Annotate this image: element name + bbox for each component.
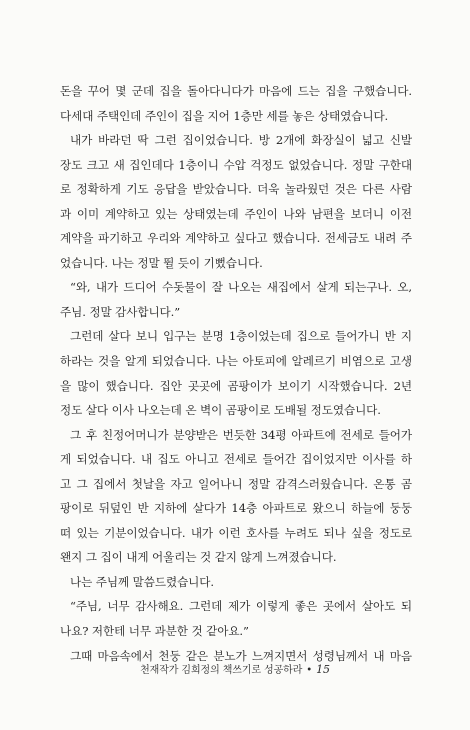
body-text [60, 79, 412, 668]
text-line: 팡이로 뒤덮인 반 지하에 살다가 14층 아파트로 왔으니 하늘에 둥둥 [60, 501, 412, 516]
text-line: 고 그 집에서 첫날을 자고 일어나니 정말 감격스러웠습니다. 온통 곰 [60, 476, 412, 491]
text-line: 떠 있는 기분이었습니다. 내가 이런 호사를 누려도 되나 싶을 정도로 [60, 525, 412, 540]
text-line: “주님, 너무 감사해요. 그런데 제가 이렇게 좋은 곳에서 살아도 되 [70, 599, 412, 614]
footer-separator: • [306, 665, 313, 676]
text-line: 었습니다. 나는 정말 뛸 듯이 기뻤습니다. [60, 255, 263, 270]
text-line: 나는 주님께 말씀드렸습니다. [70, 574, 214, 589]
text-line: 돈을 꾸어 몇 군데 집을 돌아다니다가 마음에 드는 집을 구했습니다. [60, 84, 412, 98]
text-line: “와, 내가 드디어 수돗물이 잘 나오는 새집에서 살게 되는구나. 오, [70, 280, 412, 295]
text-line: 왠지 그 집이 내게 어울리는 것 같지 않게 느껴졌습니다. [60, 550, 337, 565]
text-line: 하라는 것을 알게 되었습니다. 나는 아토피에 알레르기 비염으로 고생 [60, 354, 412, 369]
text-line: 장도 크고 새 집인데다 1층이니 수압 걱정도 없었습니다. 정말 구한대 [60, 157, 412, 172]
text-line: 나요? 저한테 너무 과분한 것 같아요.” [60, 624, 249, 639]
text-line: 로 정확하게 기도 응답을 받았습니다. 더욱 놀라웠던 것은 다른 사람 [60, 182, 412, 197]
text-line: 과 이미 계약하고 있는 상태였는데 주인이 나와 남편을 보더니 이전 [60, 206, 412, 221]
text-line: 주님. 정말 감사합니다.” [60, 304, 181, 319]
text-line: 게 되었습니다. 내 집도 아니고 전세로 들어간 집이었지만 이사를 하 [60, 452, 412, 467]
text-line: 다세대 주택인데 주인이 집을 지어 1층만 세를 놓은 상태였습니다. [60, 108, 389, 123]
text-line: 그런데 살다 보니 입구는 분명 1층이었는데 집으로 들어가니 반 지 [70, 329, 412, 344]
text-line: 내가 바라던 딱 그런 집이었습니다. 방 2개에 화장실이 넓고 신발 [70, 133, 412, 148]
text-line: 그때 마음속에서 천둥 같은 분노가 느껴지면서 성령님께서 내 마음 [70, 648, 412, 663]
text-line: 정도 살다 이사 나오는데 온 벽이 곰팡이로 도배될 정도였습니다. [60, 403, 381, 418]
text-line: 계약을 파기하고 우리와 계약하고 싶다고 했습니다. 전세금도 내려 주 [60, 231, 412, 246]
running-title: 천재작가 김희정의 책쓰기로 성공하라 [140, 665, 303, 676]
page-number: 15 [316, 663, 330, 676]
page-footer [0, 661, 470, 676]
text-line: 을 많이 했습니다. 집안 곳곳에 곰팡이가 보이기 시작했습니다. 2년 [60, 378, 412, 393]
text-line: 그 후 친정어머니가 분양받은 번듯한 34평 아파트에 전세로 들어가 [70, 427, 412, 442]
